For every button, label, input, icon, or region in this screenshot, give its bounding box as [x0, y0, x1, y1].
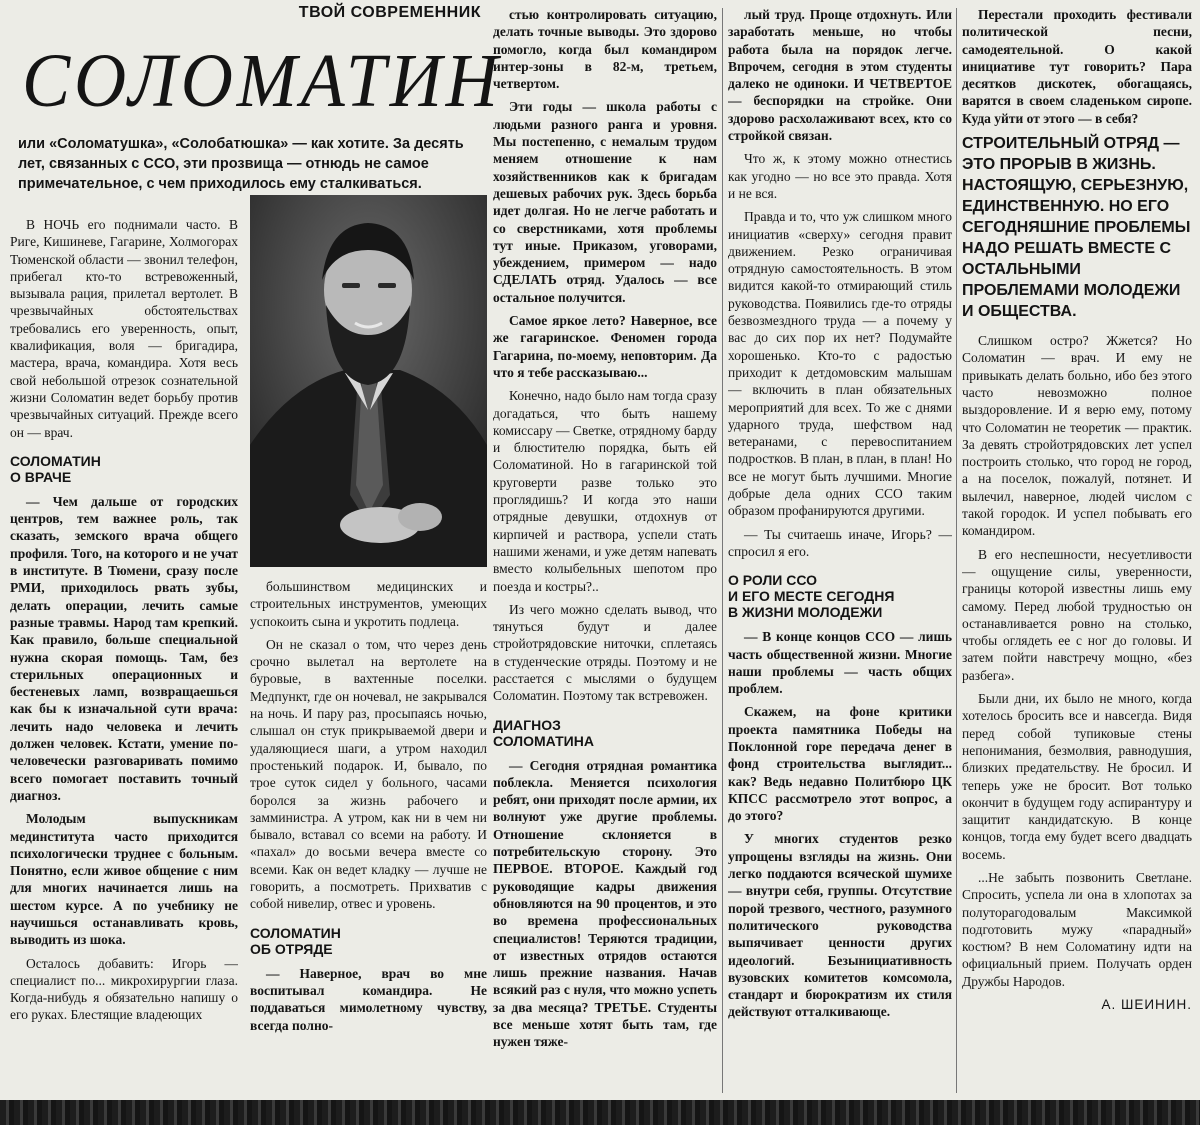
callout: СТРОИТЕЛЬНЫЙ ОТРЯД — ЭТО ПРОРЫВ В ЖИЗНЬ. НАСТОЯЩУЮ, СЕРЬЕЗНУЮ, ЕДИНСТВЕННУЮ. НО ЕГО СЕГОДНЯШНИЕ ПРОБЛЕМЫ НАДО РЕШАТЬ ВМЕСТЕ С ОСТАЛЬНЫМИ ПРОБЛЕМАМИ МОЛОДЕЖИ И ОБЩЕСТВА.	[962, 135, 1191, 321]
scan-edge-band	[0, 1100, 1200, 1125]
column-3	[493, 6, 717, 1096]
paragraph: Конечно, надо было нам тогда сразу догадаться, что быть нашему комиссару — Светке, отрядному барду и блюстителю порядка, быть ей Соломатиной. Но в гагаринской той круговерти разве только это проглядишь? И когда это наши отрядные девушки, отдохнув от кирпичей и раствора, успели стать нашими женами, и уже детям напевать вместо колыбельных шепотом про поезда и костры?..	[493, 388, 717, 594]
paragraph: Правда и то, что уж слишком много инициатив «сверху» сегодня правит движением. Резко ограничивая отрядную самостоятельность. В этом видится какой-то отмирающий стиль руководства. Появились где-то отряды безвозмездного труда — а почему у вас до сих пор их нет? Подумайте хорошенько. Кто-то с радостью приходит к детдомовским малышам — включить в план обязательных мероприятий для всех. То же с днями ударного труда, шефством над ветеранами, с перевоспитанием подростков. В план, в план, в план! Но все не могут быть лучшими. Многие добрые дела одних ССО таким образом профанируются другими.	[728, 209, 952, 519]
paragraph: Молодым выпускникам мединститута часто приходится психологически труднее с больным. Понятно, если живое общение с ним для многих начинается лишь на шестом курсе. А по учебнику не научишься останавливать кровь, выводить из шока.	[10, 811, 238, 948]
subheading-line: О ВРАЧЕ	[10, 468, 72, 485]
paragraph: Осталось добавить: Игорь — специалист по... микрохирургии глаза. Когда-нибудь я обязательно напишу о его руках. Блестящие владеющих	[10, 955, 238, 1023]
subheading-line: СОЛОМАТИНА	[493, 732, 594, 749]
column-divider	[956, 8, 957, 1093]
subheading-squad	[250, 925, 487, 957]
paragraph: В НОЧЬ его поднимали часто. В Риге, Кишиневе, Гагарине, Холмогорах Тюменской области — звонил телефон, прибегал кто-то встревоженный, вызывала рация, прилетал вертолет. В чрезвычайных обстоятельствах требовались его уверенность, опыт, квалификация, воля — бригадира, мастера, врача, командира. Хотя весь свой небольшой отрезок сознательной жизни Соломатин ведет борьбу против чрезвычайных ситуаций. Прежде всего он — врач.	[10, 217, 238, 440]
subheading-line: В ЖИЗНИ МОЛОДЕЖИ	[728, 604, 883, 621]
paragraph: Слишком остро? Жжется? Но Соломатин — врач. И ему не привыкать делать больно, ибо без этого часто невозможно полное выздоровление. И я верю ему, потому что Соломатин не теоретик — практик. За девять стройотрядовских лет успел построить столько, что город не город, а на поселок, пожалуй, потянет. И вылечил, наверное, людей числом с такой городок. И успел побывать его командиром.	[962, 333, 1192, 539]
paragraph: Скажем, на фоне критики проекта памятника Победы на Поклонной горе передача денег в фонд строительства выглядит... как? Ведь недавно Политбюро ЦК КПСС рассмотрело этот вопрос, а до этого?	[728, 704, 952, 824]
subheading-doctor	[10, 453, 238, 485]
column-4	[728, 6, 952, 1096]
column-1	[10, 216, 238, 1096]
subheading-line: СОЛОМАТИН	[10, 452, 101, 469]
column-5	[962, 6, 1192, 1096]
subheading-line: СОЛОМАТИН	[250, 924, 341, 941]
paragraph: В его неспешности, несуетливости — ощущение силы, уверенности, границы которой известны лишь ему самому. Перед любой трудностью он останавливается ровно на столько, чтобы оглядеть ее с ног до головы. И затем пойти навстречу мощно, «без разбега».	[962, 546, 1192, 683]
paragraph: — Сегодня отрядная романтика поблекла. Меняется психология ребят, они приходят после армии, их волнуют уже другие проблемы. Отношение склоняется в потребительскую сторону. Это ПЕРВОЕ. ВТОРОЕ. Каждый год руководящие кадры движения обновляются на 90 процентов, и это во времена профессиональных специалистов! Теряются традиции, от известных отрядов остаются лишь прежние названия. Начав всякий раз с нуля, что можно успеть за два месяца? ТРЕТЬЕ. Студенты все меньше хотят быть там, где нужен тяже-	[493, 757, 717, 1050]
subheading-line: ОБ ОТРЯДЕ	[250, 940, 333, 957]
article-lead: или «Соломатушка», «Солобатюшка» — как хотите. За десять лет, связанных с ССО, эти прозвища — отнюдь не самое примечательное, с чем приходилось ему сталкиваться.	[18, 136, 464, 192]
article-title: СОЛОМАТИН	[22, 39, 502, 123]
subheading-role	[728, 572, 952, 620]
paragraph: — Ты считаешь иначе, Игорь? — спросил я его.	[728, 526, 952, 559]
column-divider	[722, 8, 723, 1093]
subheading-line: ДИАГНОЗ	[493, 716, 561, 733]
paragraph: — В конце концов ССО — лишь часть общественной жизни. Многие наши проблемы — часть общих проблем.	[728, 629, 952, 697]
paragraph: У многих студентов резко упрощены взгляды на жизнь. Они легко поддаются всяческой шумихе — внутри себя, группы. Отсутствие порой трезвого, честного, разумного политического руководства выпячивает ценности других идеологий. Безынициативность вузовских комитетов комсомола, стандарт и бюрократизм их стиля действуют отталкивающе.	[728, 831, 952, 1020]
paragraph: стью контролировать ситуацию, делать точные выводы. Это здорово помогло, когда был командиром интер-зоны в 82-м, третьем, четвертом.	[493, 7, 717, 92]
paragraph: — Чем дальше от городских центров, тем важнее роль, так сказать, земского врача общего профиля. Того, на которого и не учат в институте. В Тюмени, сразу после РМИ, приходилось рвать зубы, делать операции, лечить самые разные травмы. Народ там крепкий. Как правило, больше специальной нужна скорая помощь. Там, без стерильных операционных и бестеневых ламп, возвращаешься как бы к изначальной сути врача: лечить надо человека и лечить должен человек. Кстати, умение по-человечески разговаривать помимо всего помогает поставить точный диагноз.	[10, 493, 238, 803]
paragraph: ...Не забыть позвонить Светлане. Спросить, успела ли она в хлопотах за полуторагодовалым Максимкой подготовить мужу «парадный» костюм? В нем Соломатину идти на официальный прием. Получать орден Дружбы Народов.	[962, 869, 1192, 989]
paragraph: Он не сказал о том, что через день срочно вылетал на вертолете на буровые, в вахтенные поселки. Медпункт, где он ночевал, не закрывался на ночь. И пару раз, просыпаясь ночью, слышал он стук прикрываемой двери и удаляющиеся шаги, а утром находил простенький подарок. И, бывало, по трое суток сидел у больного, часами боролся за жизнь рабочего и замминистра. А утром, как ни в чем ни бывало, вставал со всеми на работу. И «пахал» до восьми вечера вместе со всеми. Как он ведет кладку — лучше не говорить, а посмотреть. Прихватив с собой нивелир, отвес и уровень.	[250, 636, 487, 912]
paragraph: Были дни, их было не много, когда хотелось бросить все и навсегда. Видя перед собой тупиковые стены непонимания, безмолвия, равнодушия, близких предательству. Не бросил. И теперь уже не бросит. Вот только окончит в будущем году аспирантуру и защитит кандидатскую. В конце концов, тогда ему будет всего двадцать восемь.	[962, 691, 1192, 862]
paragraph: — Наверное, врач во мне воспитывал командира. Не поддаваться мимолетному чувству, всегда полно-	[250, 965, 487, 1033]
subheading-line: И ЕГО МЕСТЕ СЕГОДНЯ	[728, 588, 895, 605]
rubric: ТВОЙ СОВРЕМЕННИК	[298, 4, 481, 21]
subheading-diagnosis	[493, 717, 717, 749]
portrait-illustration	[250, 195, 487, 567]
subheading-line: О РОЛИ ССО	[728, 572, 818, 589]
paragraph: лый труд. Проще отдохнуть. Или заработать меньше, но чтобы работа была на порядок легче. Впрочем, сегодня в этом студенты далеко не одиноки. И ЧЕТВЕРТОЕ — беспорядки на стройке. Они здорово расхолаживают всех, кто со стройкой связан.	[728, 7, 952, 144]
paragraph: Из чего можно сделать вывод, что тянуться будут и далее стройотрядовские ниточки, сплетаясь в студенческие отряды. Поэтому и не расстается с мыслями о будущем Соломатин. Поэтому так встревожен.	[493, 601, 717, 704]
paragraph: Эти годы — школа работы с людьми разного ранга и уровня. Мы постепенно, с немалым трудом меняем отношение к нам хозяйственников как к бригадам дешевых рабочих рук. Здесь борьба идет долгая. Но не легче работать и со сверстниками, хотя проблемы тут иные. Приказом, уговорами, убеждением, примером — надо СДЕЛАТЬ отряд. Удалось — все остальное получится.	[493, 99, 717, 305]
paragraph: Что ж, к этому можно отнестись как угодно — но все это правда. Хотя и не вся.	[728, 151, 952, 201]
author-signature: А. ШЕИНИН.	[1101, 997, 1192, 1013]
paragraph: большинством медицинских и строительных инструментов, умеющих успокоить сына и укротить подлеца.	[250, 579, 487, 629]
column-2	[250, 578, 487, 1096]
paragraph: Перестали проходить фестивали политической песни, самодеятельной. О какой инициативе тут говорить? Пара десятков дискотек, обогащаясь, варятся в своем сладеньком сиропе. Куда уйти от этого — в себя?	[962, 7, 1192, 126]
paragraph: Самое яркое лето? Наверное, все же гагаринское. Феномен города Гагарина, по-моему, неповторим. Да что я тебе рассказываю...	[493, 313, 717, 380]
portrait-photo	[250, 195, 487, 567]
